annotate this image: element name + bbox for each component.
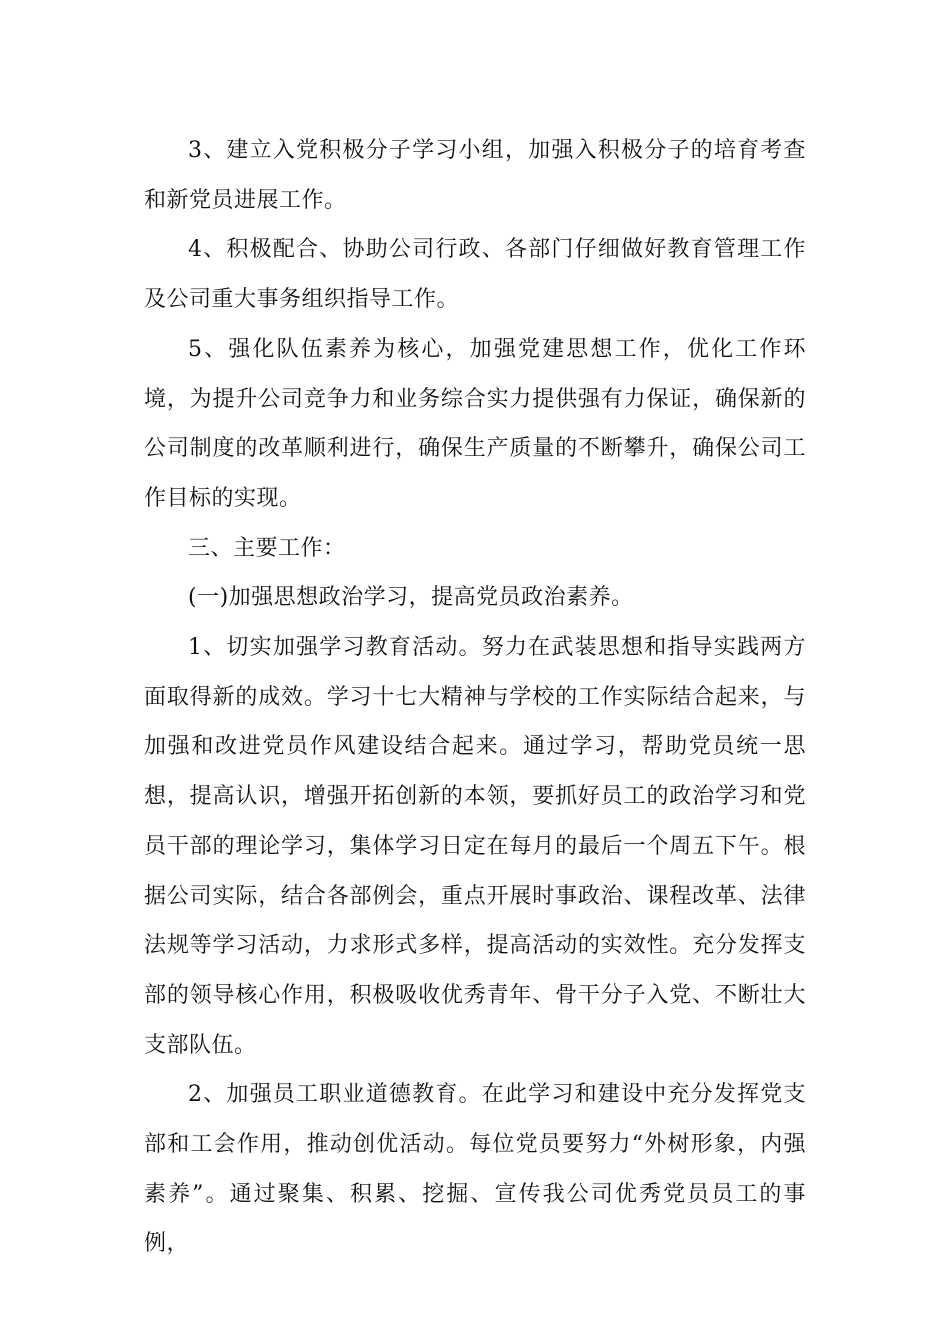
paragraph-item-4: 4、积极配合、协助公司行政、各部门仔细做好教育管理工作及公司重大事务组织指导工作。 (144, 237, 806, 313)
document-body (144, 126, 806, 1269)
section-heading-main-work: 三、主要工作： (188, 535, 346, 561)
subsection-heading-political-study: (一)加强思想政治学习，提高党员政治素养。 (188, 585, 634, 611)
paragraph-ethics-education: 2、加强员工职业道德教育。在此学习和建设中充分发挥党支部和工会作用，推动创优活动。每位党员要努力“外树形象，内强素养”。通过聚集、积累、挖掘、宣传我公司优秀党员员工的事例， (144, 1082, 806, 1257)
paragraph-study-activities: 1、切实加强学习教育活动。努力在武装思想和指导实践两方面取得新的成效。学习十七大精神与学校的工作实际结合起来，与加强和改进党员作风建设结合起来。通过学习，帮助党员统一思想，提高认识，增强开拓创新的本领，要抓好员工的政治学习和党员干部的理论学习，集体学习日定在每月的最后一个周五下午。根据公司实际，结合各部例会，重点开展时事政治、课程改革、法律法规等学习活动，力求形式多样，提高活动的实效性。充分发挥支部的领导核心作用，积极吸收优秀青年、骨干分子入党、不断壮大支部队伍。 (144, 635, 806, 1058)
paragraph-item-5: 5、强化队伍素养为核心，加强党建思想工作，优化工作环境，为提升公司竞争力和业务综合实力提供强有力保证，确保新的公司制度的改革顺利进行，确保生产质量的不断攀升，确保公司工作目标的实现。 (144, 336, 806, 511)
paragraph-item-3: 3、建立入党积极分子学习小组，加强入积极分子的培育考查和新党员进展工作。 (144, 138, 806, 213)
